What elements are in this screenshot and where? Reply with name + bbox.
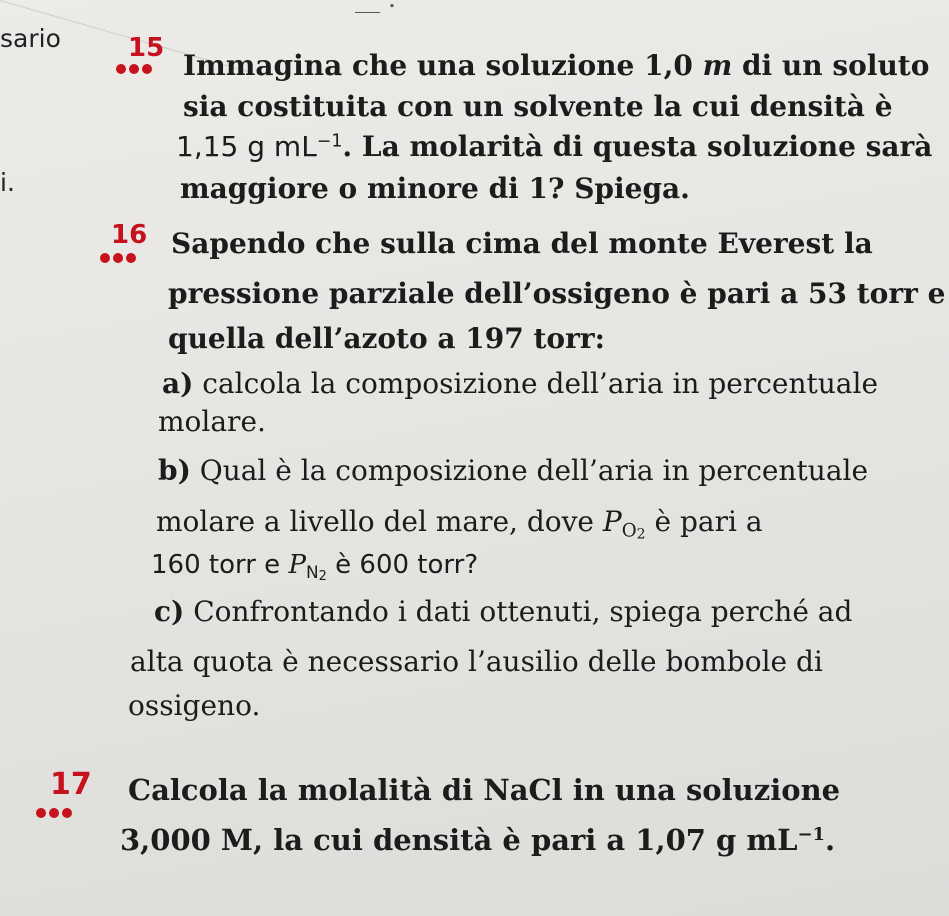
top-fragment	[355, 0, 396, 13]
pressure-symbol: P	[602, 505, 622, 538]
exercise-line: sia costituita con un solvente la cui densità è	[183, 90, 893, 123]
exercise-number: 15	[128, 33, 165, 63]
exercise-line: Calcola la molalità di NaCl in una soluzione	[128, 773, 841, 807]
difficulty-dots	[100, 253, 136, 263]
exercise-line: pressione parziale dell’ossigeno è pari a 53 torr e	[168, 277, 946, 310]
exponent: −1	[316, 131, 343, 152]
difficulty-dot	[116, 64, 126, 74]
text-segment: Qual è la composizione dell’aria in percentuale	[199, 454, 869, 487]
part-b-line3	[151, 550, 479, 585]
part-b-line2	[156, 505, 763, 543]
difficulty-dot	[100, 253, 110, 263]
difficulty-dots	[36, 808, 72, 818]
part-c-line2: alta quota è necessario l’ausilio delle bombole di	[130, 645, 823, 678]
margin-text-top: sario	[0, 24, 61, 53]
text-segment: Confrontando i dati ottenuti, spiega perché ad	[193, 595, 853, 628]
difficulty-dot	[129, 64, 139, 74]
text-segment: .	[825, 823, 836, 857]
exponent: −1	[797, 824, 826, 846]
exercise-number: 16	[111, 220, 148, 250]
exercise-line	[183, 49, 930, 82]
text-segment: calcola la composizione dell’aria in percentuale	[202, 367, 879, 400]
part-label: c)	[154, 595, 185, 628]
subscript-index: 2	[636, 526, 646, 543]
text-segment: 160 torr e	[151, 550, 289, 580]
exercise-number: 17	[50, 767, 92, 802]
text-segment: . La molarità di questa soluzione sarà	[342, 130, 933, 163]
text-segment: Immagina che una soluzione 1,0	[183, 49, 703, 82]
difficulty-dot	[142, 64, 152, 74]
difficulty-dot	[49, 808, 59, 818]
text-segment: molare a livello del mare, dove	[156, 505, 603, 538]
part-a	[162, 367, 879, 400]
subscript: O	[621, 520, 637, 542]
difficulty-dot	[62, 808, 72, 818]
part-c-line3: ossigeno.	[128, 689, 261, 722]
difficulty-dot	[113, 253, 123, 263]
exercise-line: maggiore o minore di 1? Spiega.	[180, 172, 690, 205]
part-b	[158, 454, 869, 487]
exercise-line: quella dell’azoto a 197 torr:	[168, 322, 605, 355]
difficulty-dots	[116, 64, 152, 74]
exercise-line	[120, 823, 836, 857]
difficulty-dot	[126, 253, 136, 263]
text-segment: di un soluto	[732, 49, 930, 82]
margin-text-mid: i.	[0, 168, 15, 197]
molality-symbol: m	[702, 49, 733, 82]
part-label: a)	[162, 367, 194, 400]
part-c	[154, 595, 853, 628]
text-segment: è 600 torr?	[326, 550, 479, 580]
text-segment: è pari a	[645, 505, 763, 538]
text-segment: 3,000 M, la cui densità è pari a 1,07 g mL	[120, 823, 798, 857]
subscript-index: 2	[318, 569, 327, 585]
exercise-line: Sapendo che sulla cima del monte Everest la	[171, 227, 873, 260]
subscript: N	[305, 562, 319, 583]
exercise-line	[176, 130, 933, 163]
difficulty-dot	[36, 808, 46, 818]
part-label: b)	[158, 454, 191, 487]
part-a-cont: molare.	[158, 405, 266, 438]
density-value: 1,15 g mL	[176, 130, 317, 163]
pressure-symbol: P	[288, 550, 306, 580]
